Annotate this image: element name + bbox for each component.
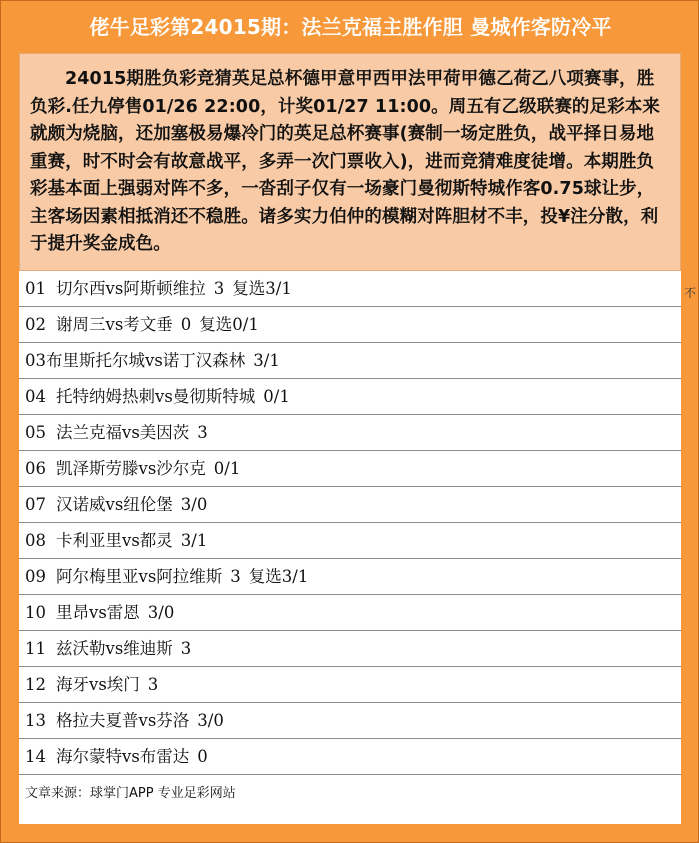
match-pick: 3/0: [180, 495, 208, 514]
match-number: 14: [25, 747, 46, 766]
match-pick: 3: [230, 567, 241, 586]
match-pick: 0/1: [263, 387, 290, 406]
match-row: [19, 667, 681, 703]
match-pick: 0/1: [213, 459, 241, 478]
match-number: 02: [25, 315, 46, 334]
clipped-edge-text: 不: [684, 286, 697, 300]
match-alt-pick: 复选3/1: [248, 567, 309, 586]
match-number: 05: [25, 423, 46, 442]
match-teams: 切尔西vs阿斯顿维拉: [56, 279, 206, 298]
match-pick: 0: [180, 315, 192, 334]
match-teams: 海尔蒙特vs布雷达: [56, 747, 190, 766]
match-teams: 汉诺威vs纽伦堡: [56, 495, 173, 514]
match-number: 03: [25, 351, 46, 370]
match-pick: 3: [197, 423, 208, 442]
match-row: [19, 379, 681, 415]
match-pick: 3/0: [197, 711, 224, 730]
match-teams: 格拉夫夏普vs芬洛: [56, 711, 190, 730]
match-row: [19, 487, 681, 523]
match-teams: 里昂vs雷恩: [56, 603, 140, 622]
match-row: [19, 415, 681, 451]
match-pick: 3: [147, 675, 159, 694]
match-teams: 布里斯托尔城vs诺丁汉森林: [46, 351, 246, 370]
match-number: 06: [25, 459, 46, 478]
match-pick: 3/1: [253, 351, 280, 370]
match-pick: 3/0: [147, 603, 175, 622]
match-row: [19, 307, 681, 343]
match-pick: 3: [213, 279, 225, 298]
match-number: 09: [25, 567, 46, 586]
match-teams: 凯泽斯劳滕vs沙尔克: [56, 459, 206, 478]
article-title: 佬牛足彩第24015期：法兰克福主胜作胆 曼城作客防冷平: [89, 15, 612, 39]
article-source: 文章来源：球掌门APP 专业足彩网站: [19, 775, 681, 824]
match-teams: 兹沃勒vs维迪斯: [56, 639, 173, 658]
match-number: 12: [25, 675, 46, 694]
match-list: [19, 271, 681, 824]
match-number: 07: [25, 495, 46, 514]
match-pick: 3: [180, 639, 192, 658]
match-row: [19, 343, 681, 379]
match-row: [19, 559, 681, 595]
match-row: [19, 451, 681, 487]
match-row: [19, 595, 681, 631]
match-row: [19, 523, 681, 559]
match-alt-pick: 复选0/1: [199, 315, 259, 334]
match-teams: 谢周三vs考文垂: [56, 315, 173, 334]
match-row: [19, 271, 681, 307]
match-number: 10: [25, 603, 46, 622]
match-teams: 法兰克福vs美因茨: [56, 423, 190, 442]
intro-paragraph: 24015期胜负彩竞猜英足总杯德甲意甲西甲法甲荷甲德乙荷乙八项赛事，胜负彩.任九停售01/26 22:00，计奖01/27 11:00。周五有乙级联赛的足彩本来就颇为烧脑，还加塞极易爆冷门的英足总杯赛事(赛制一场定胜负，战平择日易地重赛，时不时会有故意战平，多弄一次门票收入)，进而竞猜难度徒增。本期胜负彩基本面上强弱对阵不多，一沓刮子仅有一场豪门曼彻斯特城作客0.75球让步，主客场因素相抵消还不稳胜。诸多实力伯仲的模糊对阵胆材不丰，投¥注分散，利于提升奖金成色。: [19, 53, 681, 271]
match-teams: 卡利亚里vs都灵: [56, 531, 173, 550]
match-row: [19, 703, 681, 739]
match-pick: 0: [197, 747, 208, 766]
match-teams: 阿尔梅里亚vs阿拉维斯: [56, 567, 223, 586]
match-number: 04: [25, 387, 46, 406]
match-pick: 3/1: [180, 531, 208, 550]
match-number: 11: [25, 639, 46, 658]
match-number: 08: [25, 531, 46, 550]
match-row: [19, 739, 681, 775]
match-alt-pick: 复选3/1: [232, 279, 292, 298]
match-number: 01: [25, 279, 46, 298]
match-number: 13: [25, 711, 46, 730]
match-teams: 托特纳姆热刺vs曼彻斯特城: [56, 387, 256, 406]
match-row: [19, 631, 681, 667]
match-teams: 海牙vs埃门: [56, 675, 140, 694]
